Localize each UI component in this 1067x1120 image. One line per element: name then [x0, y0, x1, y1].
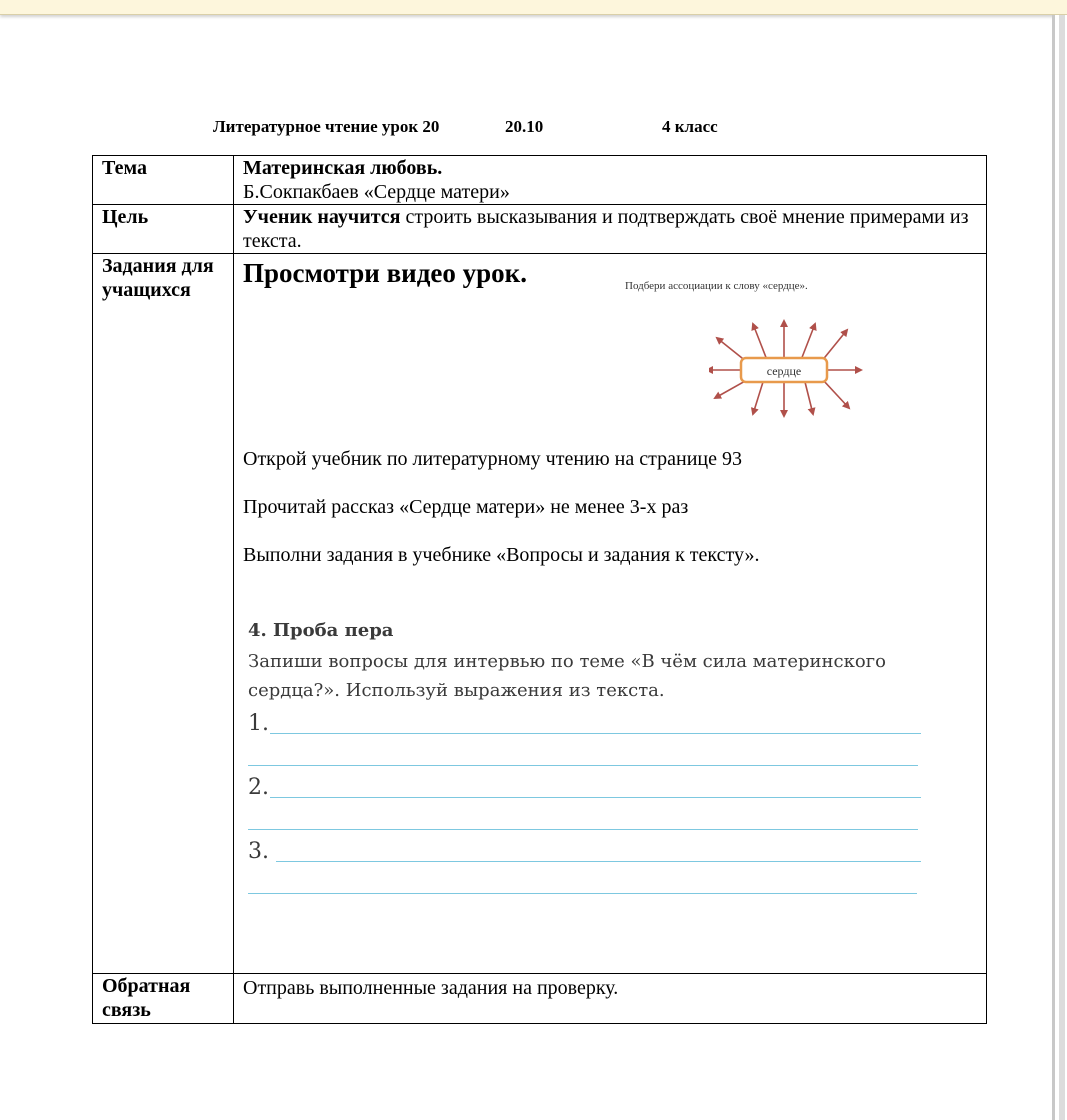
lesson-date: 20.10	[505, 117, 544, 136]
arrow-lower-right	[823, 380, 849, 408]
exercise-text	[248, 647, 938, 705]
instruction-do-tasks: Выполни задания в учебнике «Вопросы и задания к тексту».	[243, 544, 760, 566]
topic-author-work: Б.Сокпакбаев «Сердце матери»	[243, 181, 510, 203]
feedback-content: Отправь выполненные задания на проверку.	[234, 974, 987, 1024]
exercise-title: 4. Проба пера	[248, 620, 394, 641]
association-caption: Подбери ассоциации к слову «сердце».	[625, 280, 808, 292]
topic-title: Материнская любовь.	[243, 157, 443, 179]
video-lesson-title: Просмотри видео урок.	[243, 258, 527, 288]
lesson-grade: 4 класс	[662, 117, 718, 136]
table-row-topic	[93, 156, 987, 205]
arrow-lower-left	[715, 380, 747, 398]
writing-exercise	[248, 619, 938, 889]
topic-label: Тема	[93, 156, 234, 205]
instruction-open-textbook: Открой учебник по литературному чтению на странице 93	[243, 448, 742, 470]
table-row-tasks	[93, 254, 987, 974]
topic-content	[234, 156, 987, 205]
goal-content	[234, 205, 987, 254]
instruction-read-story: Прочитай рассказ «Сердце матери» не менее 3-х раз	[243, 496, 689, 518]
answer-number-2: 2.	[248, 775, 269, 800]
table-row-feedback	[93, 974, 987, 1024]
exercise-text-line-1: Запиши вопросы для интервью по теме «В чём сила материнского	[248, 651, 886, 672]
lesson-table	[92, 155, 987, 1024]
goal-bold-part: Ученик научится	[243, 206, 401, 228]
vertical-scrollbar[interactable]	[1052, 15, 1067, 1120]
goal-rest-part: строить высказывания и подтверждать своё мнение примерами из текста.	[243, 206, 969, 252]
association-diagram	[709, 318, 879, 422]
arrow-up-left	[753, 324, 767, 360]
table-row-goal	[93, 205, 987, 254]
tasks-content	[234, 254, 987, 974]
answer-line-2b[interactable]	[248, 829, 918, 830]
exercise-text-line-2: сердца?». Используй выражения из текста.	[248, 680, 665, 701]
arrow-upper-right	[821, 330, 847, 362]
feedback-label: Обратная связь	[93, 974, 234, 1024]
heart-word: сердце	[766, 364, 802, 378]
arrow-down-right	[805, 382, 813, 414]
answer-line-3b[interactable]	[248, 893, 917, 894]
tasks-label: Задания для учащихся	[93, 254, 234, 974]
arrow-up-right	[801, 324, 815, 360]
answer-line-1a[interactable]	[270, 733, 921, 734]
viewer-top-bar	[0, 0, 1067, 15]
goal-label: Цель	[93, 205, 234, 254]
lesson-header	[0, 117, 1000, 137]
answer-number-1: 1.	[248, 711, 269, 736]
answer-number-3: 3.	[248, 839, 269, 864]
answer-line-3a[interactable]	[276, 861, 921, 862]
answer-line-1b[interactable]	[248, 765, 918, 766]
lesson-subject: Литературное чтение урок 20	[213, 117, 440, 136]
answer-lines	[248, 709, 938, 889]
answer-line-2a[interactable]	[270, 797, 921, 798]
arrow-down-left	[753, 382, 763, 414]
